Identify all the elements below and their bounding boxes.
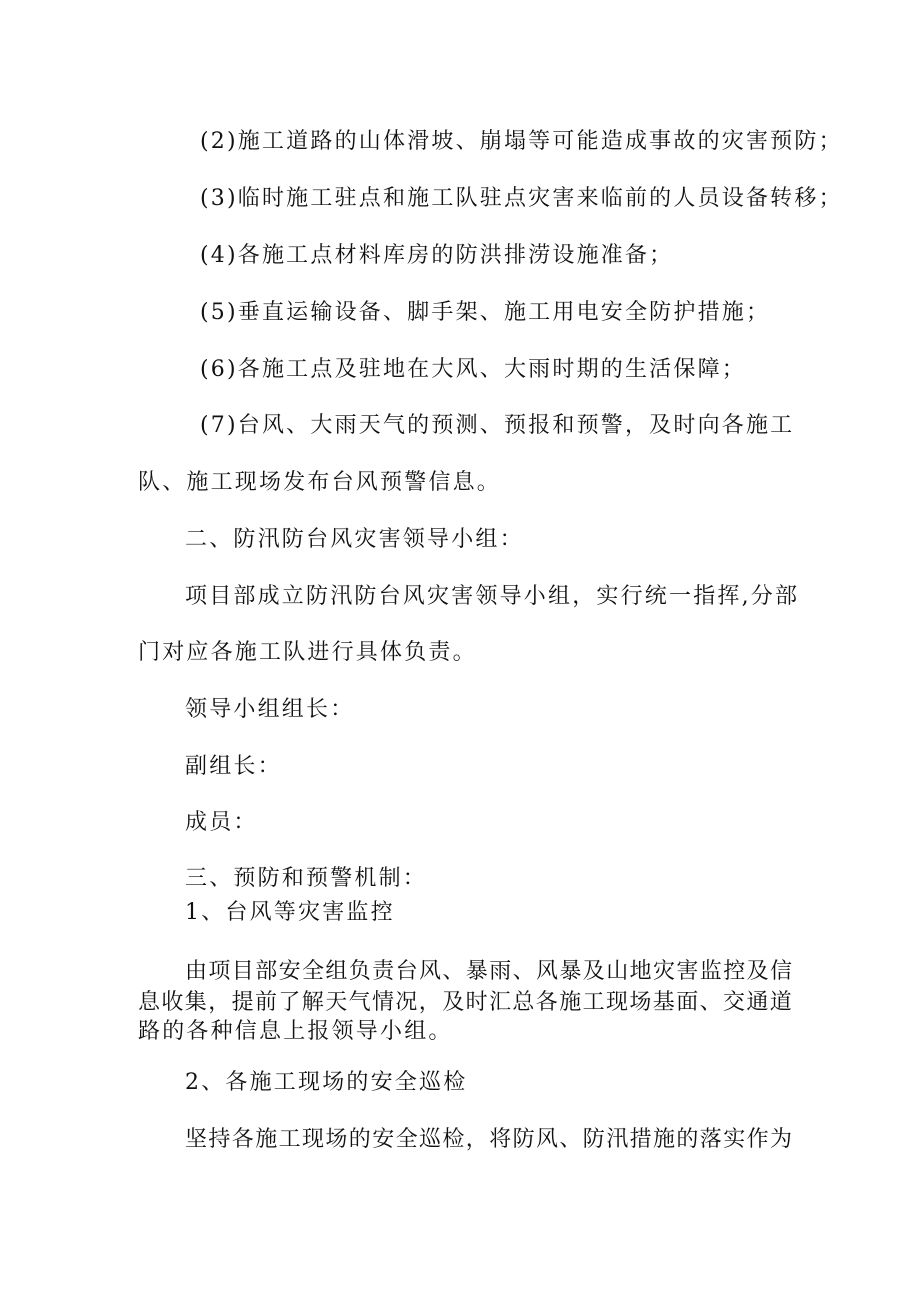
- item-3: (3)临时施工驻点和施工队驻点灾害来临前的人员设备转移；: [200, 186, 843, 211]
- item-2: (2)施工道路的山体滑坡、崩塌等可能造成事故的灾害预防；: [200, 129, 843, 154]
- subsection-1-paragraph-line-1: 由项目部安全组负责台风、暴雨、风暴及山地灾害监控及信: [185, 959, 794, 984]
- section-2-paragraph-line-1: 项目部成立防汛防台风灾害领导小组，实行统一指挥,分部: [185, 584, 800, 609]
- item-4: (4)各施工点材料库房的防洪排涝设施准备；: [200, 243, 674, 268]
- item-5: (5)垂直运输设备、脚手架、施工用电安全防护措施；: [200, 300, 771, 325]
- members-label: 成员：: [185, 810, 258, 835]
- item-6: (6)各施工点及驻地在大风、大雨时期的生活保障；: [200, 357, 746, 382]
- section-2-heading: 二、防汛防台风灾害领导小组：: [185, 527, 524, 552]
- section-2-paragraph-line-2: 门对应各施工队进行具体负责。: [138, 640, 477, 665]
- item-7-line-1: (7)台风、大雨天气的预测、预报和预警，及时向各施工: [200, 413, 795, 438]
- deputy-leader-label: 副组长：: [185, 754, 282, 779]
- item-7-line-2: 队、施工现场发布台风预警信息。: [138, 470, 502, 495]
- subsection-1-paragraph-line-2: 息收集，提前了解天气情况，及时汇总各施工现场基面、交通道: [138, 990, 794, 1015]
- subsection-1-paragraph-line-3: 路的各种信息上报领导小组。: [138, 1019, 453, 1044]
- subsection-2-heading: 2、各施工现场的安全巡检: [185, 1070, 468, 1095]
- subsection-1-heading: 1、台风等灾害监控: [185, 900, 395, 925]
- leader-label: 领导小组组长：: [185, 697, 355, 722]
- subsection-2-paragraph-line-1: 坚持各施工现场的安全巡检，将防风、防汛措施的落实作为: [185, 1127, 794, 1152]
- section-3-heading: 三、预防和预警机制：: [185, 866, 428, 891]
